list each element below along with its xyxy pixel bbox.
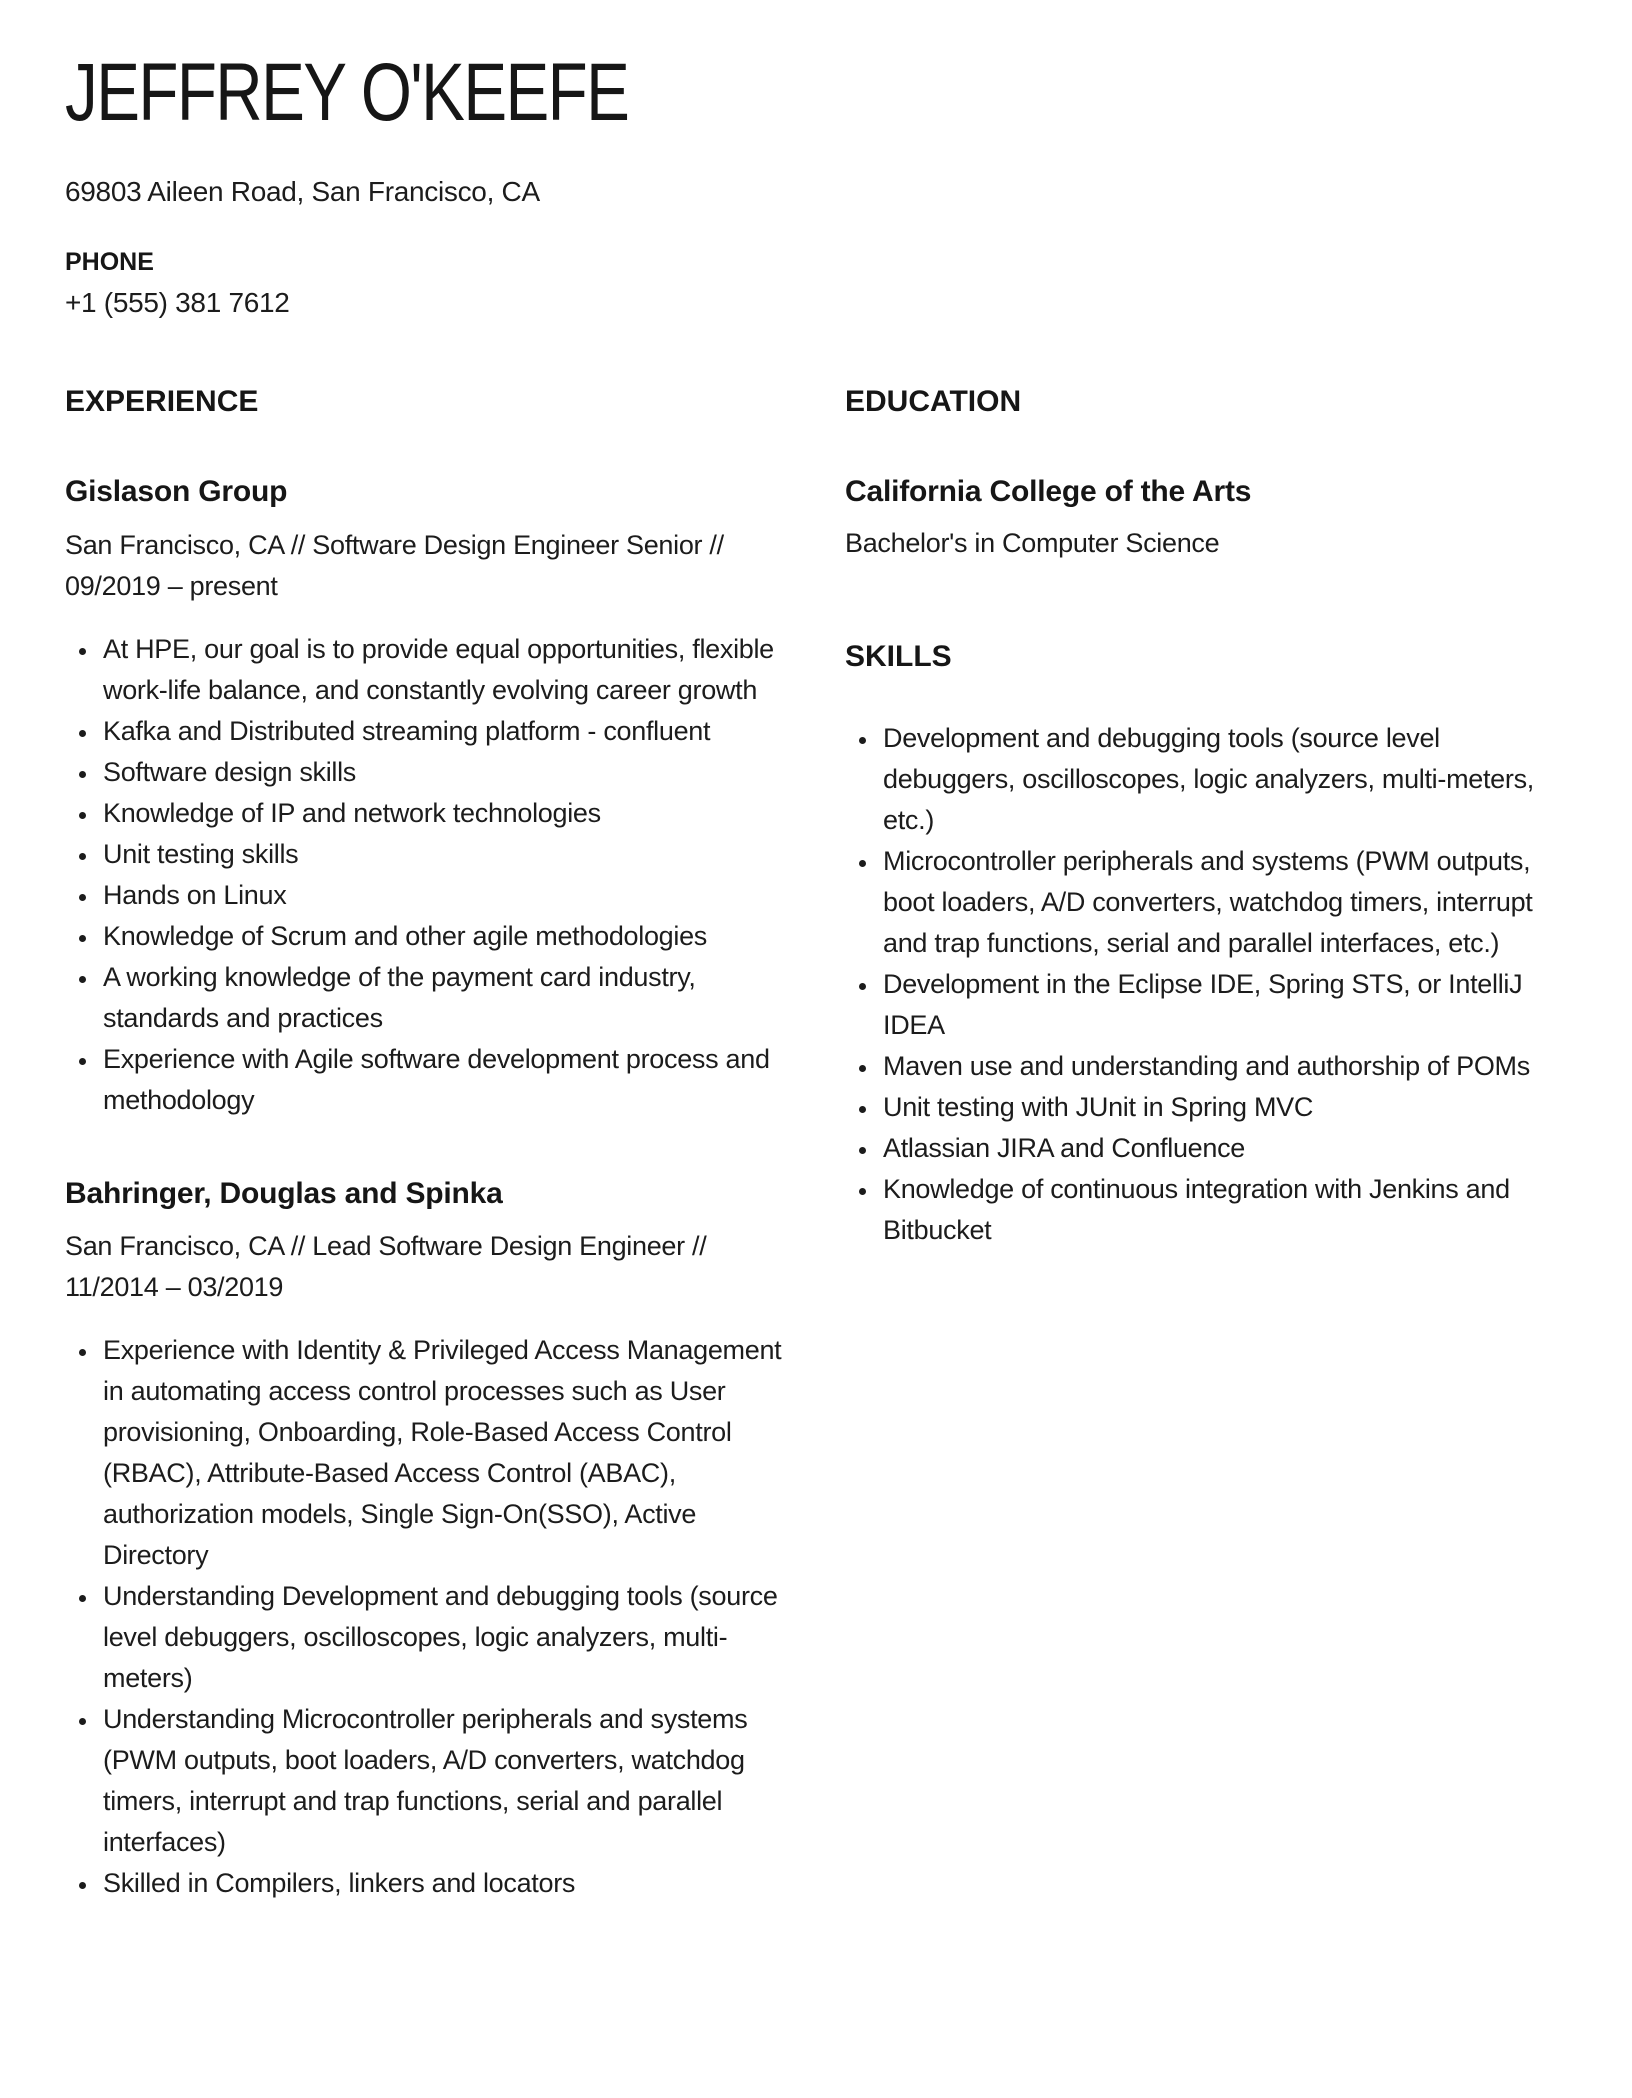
bullet-item: • Maven use and understanding and authorship of POMs (879, 1046, 1560, 1087)
bullet-item: • Knowledge of IP and network technologies (99, 793, 790, 834)
job-entry-bahringer (65, 1175, 790, 1905)
skills-bullet-list (845, 718, 1560, 1251)
skills-section (845, 640, 1560, 1251)
bullet-item: • Knowledge of Scrum and other agile methodologies (99, 916, 790, 957)
bullet-item: • Understanding Microcontroller peripherals and systems (PWM outputs, boot loaders, A/D converters, watchdog timers, interrupt and trap functions, serial and parallel interfaces) (99, 1699, 790, 1863)
job-company: Bahringer, Douglas and Spinka (65, 1176, 503, 1210)
bullet-item: • Unit testing skills (99, 834, 790, 875)
bullet-item: • Development and debugging tools (source level debuggers, oscilloscopes, logic analyzers, multi-meters, etc.) (879, 718, 1560, 841)
bullet-item: • Software design skills (99, 752, 790, 793)
bullet-item: • Development in the Eclipse IDE, Spring STS, or IntelliJ IDEA (879, 964, 1560, 1046)
skills-title: SKILLS (845, 639, 952, 673)
job-entry-gislason (65, 473, 790, 1121)
bullet-item: • A working knowledge of the payment card industry, standards and practices (99, 957, 790, 1039)
phone-number: +1 (555) 381 7612 (65, 287, 290, 319)
job-bullet-list (65, 1330, 790, 1904)
bullet-item: • At HPE, our goal is to provide equal opportunities, flexible work-life balance, and constantly evolving career growth (99, 629, 790, 711)
address: 69803 Aileen Road, San Francisco, CA (65, 176, 540, 207)
bullet-item: • Microcontroller peripherals and systems (PWM outputs, boot loaders, A/D converters, watchdog timers, interrupt and trap functions, serial and parallel interfaces, etc.) (879, 841, 1560, 964)
resume-body (65, 385, 1560, 1904)
candidate-name: JEFFREY O'KEEFE (65, 47, 629, 138)
bullet-item: • Knowledge of continuous integration with Jenkins and Bitbucket (879, 1169, 1560, 1251)
job-company: Gislason Group (65, 475, 288, 509)
bullet-item: • Experience with Agile software development process and methodology (99, 1039, 790, 1121)
bullet-item: • Kafka and Distributed streaming platform - confluent (99, 711, 790, 752)
bullet-item: • Atlassian JIRA and Confluence (879, 1128, 1560, 1169)
job-meta: San Francisco, CA // Software Design Engineer Senior // 09/2019 – present (65, 529, 724, 601)
education-section (845, 385, 1560, 564)
job-bullet-list (65, 629, 790, 1121)
bullet-item: • Experience with Identity & Privileged Access Management in automating access control processes such as User provisioning, Onboarding, Role-Based Access Control (RBAC), Attribute-Based Access Control (ABAC), authorization models, Single Sign-On(SSO), Active Directory (99, 1330, 790, 1576)
right-column (845, 385, 1560, 1251)
school-name: California College of the Arts (845, 475, 1252, 509)
experience-title: EXPERIENCE (65, 385, 259, 419)
education-title: EDUCATION (845, 385, 1022, 419)
experience-section (65, 385, 790, 1904)
bullet-item: • Unit testing with JUnit in Spring MVC (879, 1087, 1560, 1128)
resume-header (65, 47, 1560, 319)
phone-label: PHONE (65, 248, 154, 277)
job-meta: San Francisco, CA // Lead Software Design Engineer // 11/2014 – 03/2019 (65, 1231, 707, 1303)
bullet-item: • Hands on Linux (99, 875, 790, 916)
bullet-item: • Understanding Development and debugging tools (source level debuggers, oscilloscopes, logic analyzers, multi-meters) (99, 1576, 790, 1699)
degree: Bachelor's in Computer Science (845, 527, 1220, 558)
bullet-item: • Skilled in Compilers, linkers and locators (99, 1863, 790, 1904)
